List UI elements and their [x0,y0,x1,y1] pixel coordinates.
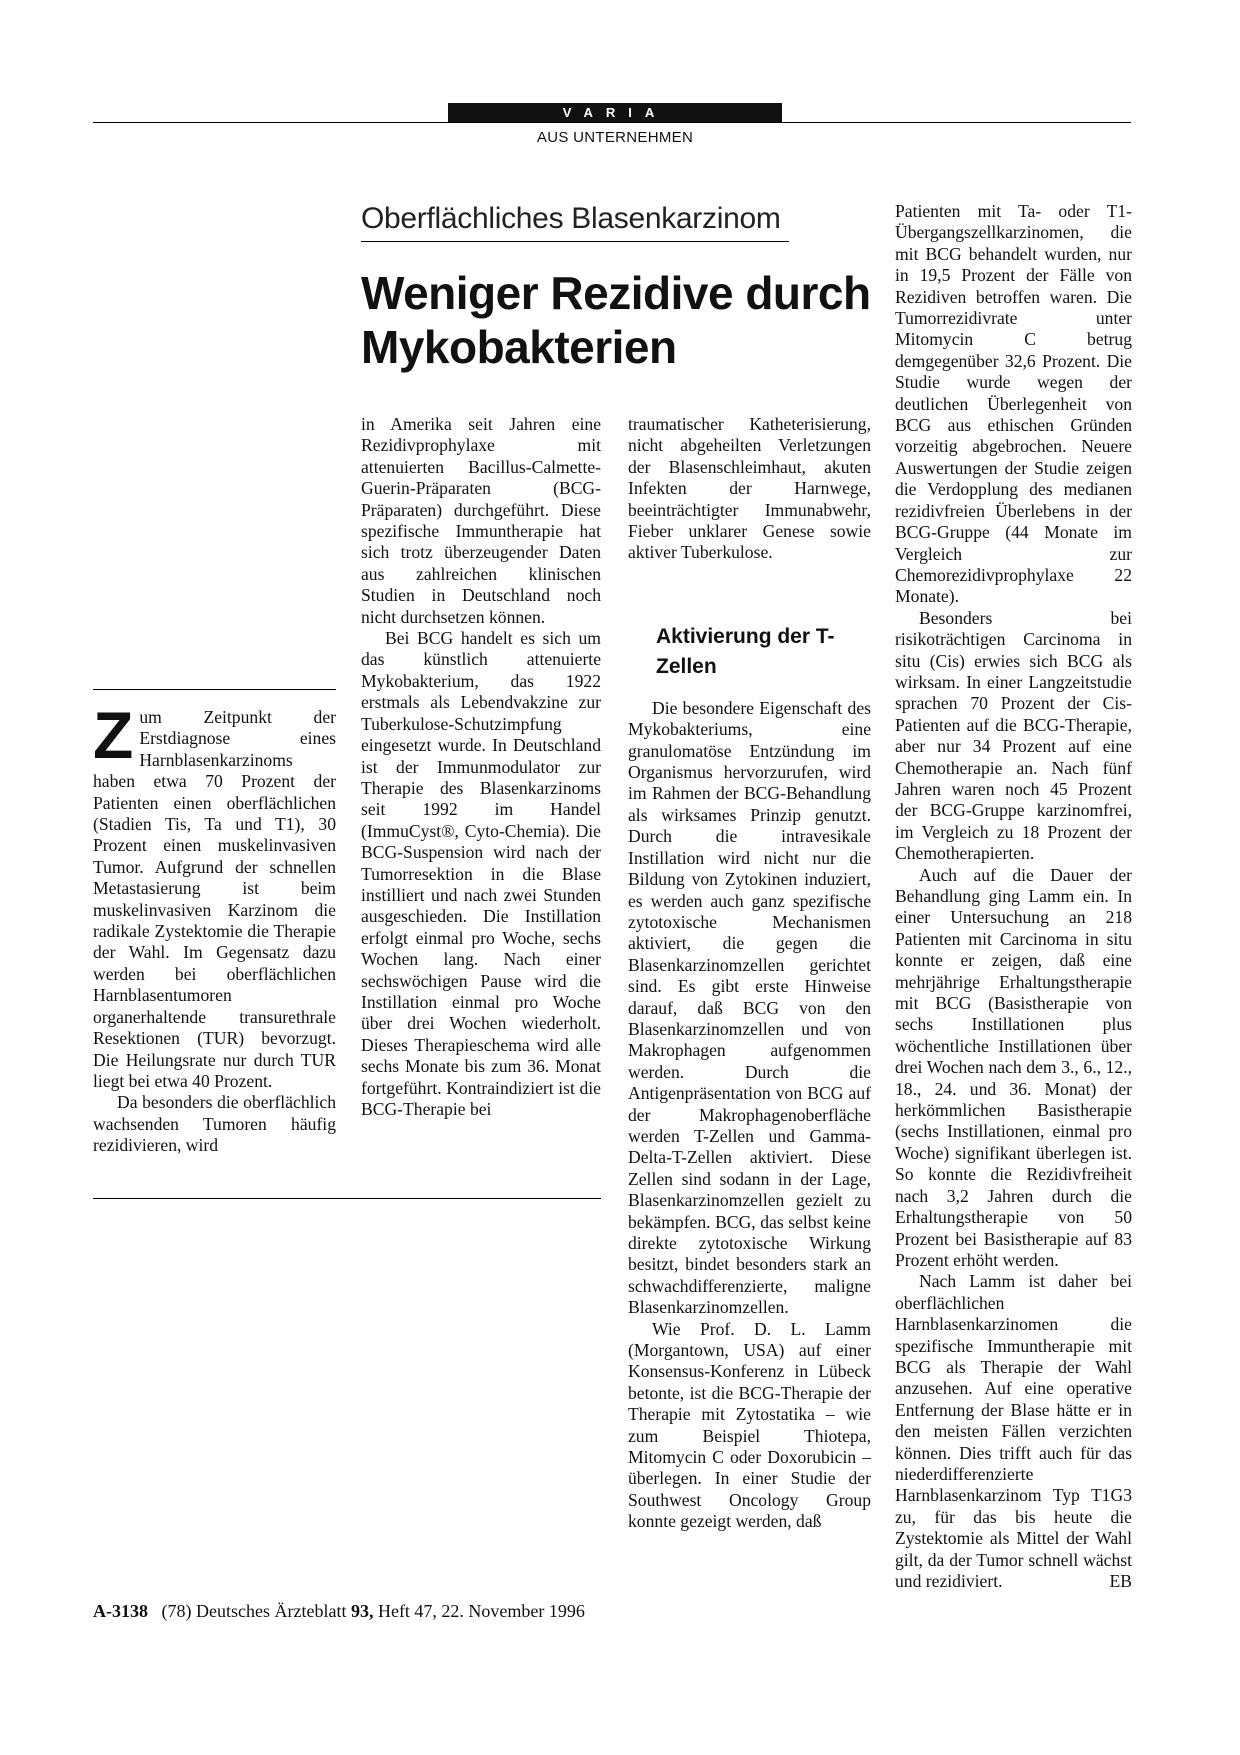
page-code: A-3138 [93,1601,148,1621]
article-headline: Weniger Rezidive durch Mykobakterien [361,267,871,373]
closing-text: Nach Lamm ist daher bei oberflächlichen Harnblasenkarzinomen die spezifische Immuntherapie mit BCG als Therapie der Wahl anzusehen. Auf eine operative Entfernung der Blase hätte er in den meisten Fällen verzichten können. Dies trifft auch für das niederdifferenzierte Harnblasenkarzinom Typ T1G3 zu, für das bis heute die Zystektomie als Mittel der Wahl gilt, da der Tumor schnell wächst und rezidiviert. [895,1271,1132,1591]
section-subtitle: AUS UNTERNEHMEN [536,129,694,146]
section-subheading: Aktivierung der T-Zellen [656,624,835,678]
page-footer [93,1601,585,1622]
page-number: (78) [161,1601,192,1621]
drop-cap: Z [93,698,134,772]
author-signature: EB [1109,1571,1132,1591]
journal-volume: 93, [350,1601,374,1621]
section-label: VARIA [448,103,782,122]
paragraph: Die besondere Eigenschaft des Mykobakteriums, eine granulomatöse Entzündung im Organismus hervorzurufen, wird im Rahmen der BCG-Behandlung als wirksames Prinzip genutzt. Durch die intravesikale Instillation wird nicht nur die Bildung von Zytokinen induziert, es werden auch ganz spezifische zytotoxische Mechanismen aktiviert, die gegen die Blasenkarzinomzellen gerichtet sind. Es gibt erste Hinweise darauf, daß BCG von den Blasenkarzinomzellen und von Makrophagen aufgenommen werden. Durch die Antigenpräsentation von BCG auf der Makrophagenoberfläche werden T-Zellen und Gamma-Delta-T-Zellen aktiviert. Diese Zellen sind sodann in der Lage, Blasenkarzinomzellen gezielt zu bekämpfen. BCG, das selbst keine direkte zytotoxische Wirkung besitzt, bindet besonders stark an schwachdifferenzierte, maligne Blasenkarzinomzellen. [628,697,871,1318]
column-3 [628,414,871,1533]
paragraph: Da besonders die oberflächlich wachsenden Tumoren häufig rezidivieren, wird [93,1092,336,1156]
paragraph [895,1271,1132,1592]
column-2 [361,414,601,1120]
issue-date: Heft 47, 22. November 1996 [377,1601,585,1621]
paragraph: Patienten mit Ta- oder T1-Übergangszellkarzinomen, die mit BCG behandelt wurden, nur in 19,5 Prozent der Fälle von Rezidiven betroffen waren. Die Tumorrezidivrate unter Mitomycin C betrug demgegenüber 32,6 Prozent. Die Studie wurde wegen der deutlichen Überlegenheit von BCG aus ethischen Gründen vorzeitig abgebrochen. Neuere Auswertungen der Studie zeigen die Verdopplung des medianen rezidivfreien Überlebens in der BCG-Gruppe (44 Monate im Vergleich zur Chemorezidivprophylaxe 22 Monate). [895,201,1132,607]
article-kicker: Oberflächliches Blasenkarzinom [361,202,781,235]
intro-paragraph [93,698,336,1092]
paragraph: Wie Prof. D. L. Lamm (Morgantown, USA) auf einer Konsensus-Konferenz in Lübeck betonte, ist die BCG-Therapie der Therapie mit Zytostatika – wie zum Beispiel Thiotepa, Mitomycin C oder Doxorubicin – überlegen. In einer Studie der Southwest Oncology Group konnte gezeigt werden, daß [628,1318,871,1532]
intro-top-rule [93,689,336,690]
paragraph: Bei BCG handelt es sich um das künstlich attenuierte Mykobakterium, das 1922 erstmals als Lebendvakzine zur Tuberkulose-Schutzimpfung eingesetzt wurde. In Deutschland ist der Immunmodulator zur Therapie des Blasenkarzinoms seit 1992 im Handel (ImmuCyst®, Cyto-Chemia). Die BCG-Suspension wird nach der Tumorresektion in die Blase instilliert und nach zwei Stunden ausgeschieden. Die Instillation erfolgt einmal pro Woche, sechs Wochen lang. Nach einer sechswöchigen Pause wird die Instillation einmal pro Woche über drei Wochen wiederholt. Dieses Therapieschema wird alle sechs Monate bis zum 36. Monat fortgeführt. Kontraindiziert ist die BCG-Therapie bei [361,628,601,1119]
kicker-rule [361,241,789,242]
paragraph: traumatischer Katheterisierung, nicht abgeheilten Verletzungen der Blasenschleimhaut, akuten Infekten der Harnwege, beeinträchtigter Immunabwehr, Fieber unklarer Genese sowie aktiver Tuberkulose. [628,414,871,563]
intro-bottom-rule [93,1198,601,1199]
intro-text: um Zeitpunkt der Erstdiagnose eines Harnblasenkarzinoms haben etwa 70 Prozent der Patienten einen oberflächlichen (Stadien Tis, Ta und T1), 30 Prozent einen muskelinvasiven Tumor. Aufgrund der schnellen Metastasierung ist beim muskelinvasiven Karzinom die radikale Zystektomie die Therapie der Wahl. Im Gegensatz dazu werden bei oberflächlichen Harnblasentumoren organerhaltende transurethrale Resektionen (TUR) bevorzugt. Die Heilungsrate nur durch TUR liegt bei etwa 40 Prozent. [93,707,336,1091]
paragraph: Besonders bei risikoträchtigen Carcinoma in situ (Cis) erwies sich BCG als wirksam. In einer Langzeitstudie sprachen 70 Prozent der Cis-Patienten auf die BCG-Therapie, aber nur 34 Prozent auf eine Chemotherapie an. Nach fünf Jahren waren noch 45 Prozent der BCG-Gruppe karzinomfrei, im Vergleich zu 18 Prozent der Chemotherapierten. [895,607,1132,864]
column-4 [895,201,1132,1592]
header-rule [93,122,1131,123]
journal-name: Deutsches Ärzteblatt [196,1601,347,1621]
paragraph: Auch auf die Dauer der Behandlung ging Lamm ein. In einer Untersuchung an 218 Patienten mit Carcinoma in situ konnte er zeigen, daß eine mehrjährige Erhaltungstherapie mit BCG (Basistherapie von sechs Instillationen plus wöchentliche Instillationen über drei Wochen nach dem 3., 6., 12., 18., 24. und 36. Monat) der herkömmlichen Basistherapie (sechs Instillationen, einmal pro Woche) signifikant überlegen ist. So konnte die Rezidivfreiheit nach 3,2 Jahren durch die Erhaltungstherapie von 50 Prozent bei Basistherapie auf 83 Prozent erhöht werden. [895,864,1132,1270]
paragraph: in Amerika seit Jahren eine Rezidivprophylaxe mit attenuierten Bacillus-Calmette-Guerin-Präparaten (BCG-Präparaten) durchgeführt. Diese spezifische Immuntherapie hat sich trotz überzeugender Daten aus zahlreichen klinischen Studien in Deutschland noch nicht durchsetzen können. [361,414,601,627]
column-1 [93,698,336,1157]
